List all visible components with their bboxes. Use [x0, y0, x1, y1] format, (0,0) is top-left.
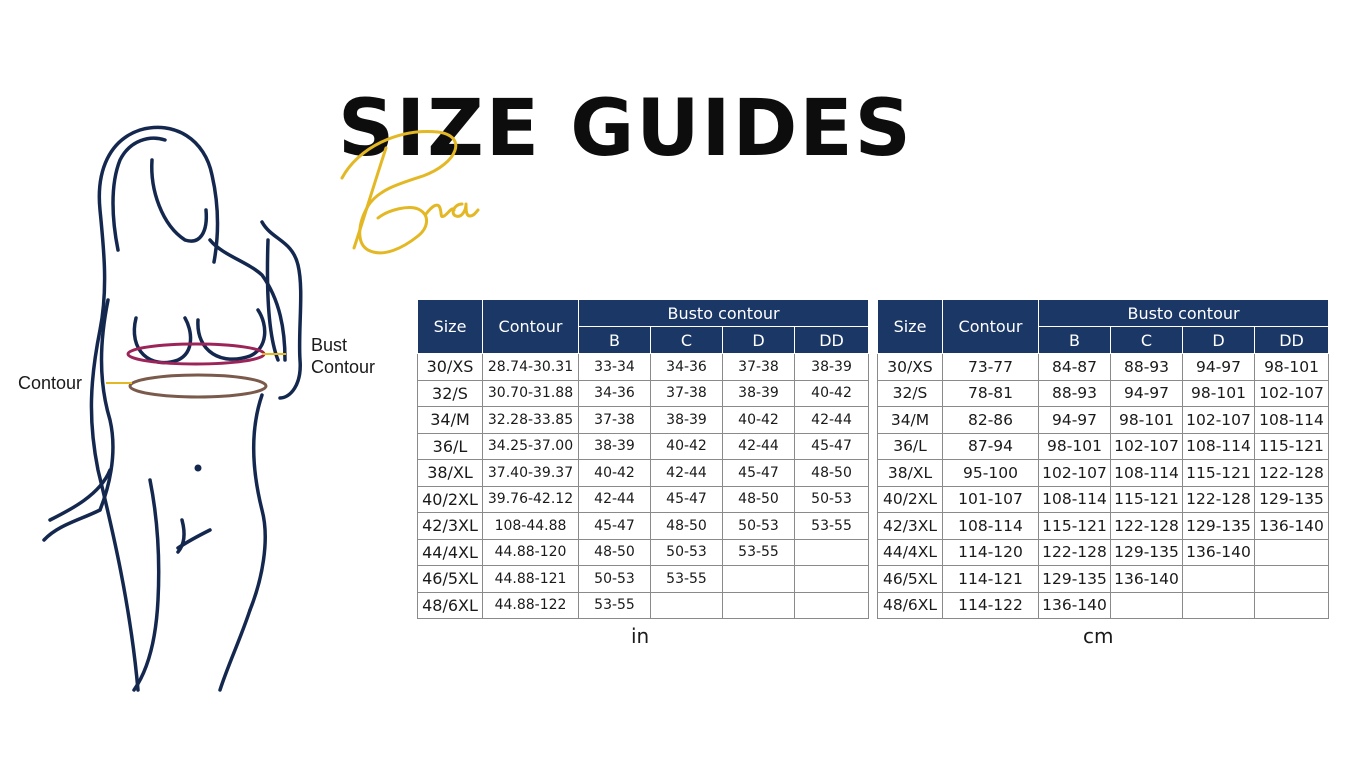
- contour-cell: 114-120: [943, 539, 1039, 566]
- table-row: [878, 354, 1329, 381]
- contour-cell: 108-44.88: [483, 513, 579, 540]
- header-cup-b: B: [1039, 327, 1111, 354]
- cup-cell: 45-47: [579, 513, 651, 540]
- cup-cell: 38-39: [579, 433, 651, 460]
- cup-cell: 38-39: [795, 354, 869, 381]
- table-row: [418, 539, 869, 566]
- cup-cell: 129-135: [1039, 566, 1111, 593]
- cup-cell: 94-97: [1039, 407, 1111, 434]
- page-title: SIZE GUIDES: [338, 84, 913, 174]
- header-cup-d: D: [1183, 327, 1255, 354]
- header-cup-d: D: [723, 327, 795, 354]
- cup-cell: 40-42: [651, 433, 723, 460]
- size-table-inches: [417, 299, 869, 619]
- table-row: [878, 592, 1329, 619]
- table-row: [878, 407, 1329, 434]
- cup-cell: 108-114: [1183, 433, 1255, 460]
- cup-cell: [1255, 566, 1329, 593]
- table-row: [418, 407, 869, 434]
- size-cell: 48/6XL: [878, 592, 943, 619]
- contour-cell: 30.70-31.88: [483, 380, 579, 407]
- table-row: [418, 433, 869, 460]
- table-row: [418, 486, 869, 513]
- header-busto-contour: Busto contour: [579, 300, 869, 327]
- unit-label-inches: in: [631, 624, 650, 648]
- cup-cell: 115-121: [1039, 513, 1111, 540]
- cup-cell: 129-135: [1183, 513, 1255, 540]
- cup-cell: 42-44: [723, 433, 795, 460]
- size-cell: 36/L: [418, 433, 483, 460]
- contour-cell: 44.88-120: [483, 539, 579, 566]
- cup-cell: [1183, 592, 1255, 619]
- contour-cell: 82-86: [943, 407, 1039, 434]
- cup-cell: 102-107: [1183, 407, 1255, 434]
- contour-cell: 114-121: [943, 566, 1039, 593]
- table-row: [878, 380, 1329, 407]
- cup-cell: 53-55: [579, 592, 651, 619]
- cup-cell: 88-93: [1039, 380, 1111, 407]
- cup-cell: 48-50: [795, 460, 869, 487]
- cup-cell: 102-107: [1255, 380, 1329, 407]
- cup-cell: [723, 592, 795, 619]
- size-cell: 34/M: [418, 407, 483, 434]
- contour-cell: 87-94: [943, 433, 1039, 460]
- cup-cell: 115-121: [1255, 433, 1329, 460]
- table-body-inches: [418, 354, 869, 619]
- cup-cell: 48-50: [579, 539, 651, 566]
- size-cell: 46/5XL: [878, 566, 943, 593]
- cup-cell: 38-39: [651, 407, 723, 434]
- contour-cell: 37.40-39.37: [483, 460, 579, 487]
- cup-cell: 42-44: [651, 460, 723, 487]
- contour-cell: 44.88-122: [483, 592, 579, 619]
- size-cell: 32/S: [878, 380, 943, 407]
- cup-cell: 129-135: [1255, 486, 1329, 513]
- cup-cell: 136-140: [1183, 539, 1255, 566]
- size-cell: 42/3XL: [418, 513, 483, 540]
- unit-label-cm: cm: [1083, 624, 1114, 648]
- contour-cell: 73-77: [943, 354, 1039, 381]
- contour-cell: 101-107: [943, 486, 1039, 513]
- cup-cell: 42-44: [579, 486, 651, 513]
- cup-cell: 45-47: [795, 433, 869, 460]
- size-cell: 48/6XL: [418, 592, 483, 619]
- cup-cell: [1255, 592, 1329, 619]
- header-cup-b: B: [579, 327, 651, 354]
- cup-cell: 34-36: [651, 354, 723, 381]
- size-cell: 42/3XL: [878, 513, 943, 540]
- size-cell: 30/XS: [878, 354, 943, 381]
- cup-cell: 50-53: [795, 486, 869, 513]
- size-cell: 34/M: [878, 407, 943, 434]
- size-cell: 38/XL: [418, 460, 483, 487]
- cup-cell: 88-93: [1111, 354, 1183, 381]
- cup-cell: [795, 592, 869, 619]
- cup-cell: 108-114: [1039, 486, 1111, 513]
- contour-cell: 39.76-42.12: [483, 486, 579, 513]
- cup-cell: 136-140: [1111, 566, 1183, 593]
- header-contour: Contour: [943, 300, 1039, 354]
- size-cell: 36/L: [878, 433, 943, 460]
- cup-cell: 102-107: [1039, 460, 1111, 487]
- size-cell: 40/2XL: [878, 486, 943, 513]
- cup-cell: 48-50: [651, 513, 723, 540]
- cup-cell: 115-121: [1183, 460, 1255, 487]
- cup-cell: 37-38: [579, 407, 651, 434]
- header-contour: Contour: [483, 300, 579, 354]
- cup-cell: 94-97: [1111, 380, 1183, 407]
- cup-cell: 122-128: [1183, 486, 1255, 513]
- cup-cell: 136-140: [1255, 513, 1329, 540]
- table-row: [418, 354, 869, 381]
- header-size: Size: [878, 300, 943, 354]
- table-row: [878, 566, 1329, 593]
- cup-cell: [723, 566, 795, 593]
- cup-cell: 50-53: [579, 566, 651, 593]
- cup-cell: 34-36: [579, 380, 651, 407]
- cup-cell: 122-128: [1255, 460, 1329, 487]
- cup-cell: 50-53: [723, 513, 795, 540]
- cup-cell: 53-55: [723, 539, 795, 566]
- cup-cell: 102-107: [1111, 433, 1183, 460]
- cup-cell: 53-55: [651, 566, 723, 593]
- cup-cell: [795, 539, 869, 566]
- table-row: [878, 539, 1329, 566]
- cup-cell: 38-39: [723, 380, 795, 407]
- bust-contour-label: [311, 334, 375, 378]
- cup-cell: 37-38: [651, 380, 723, 407]
- table-row: [418, 592, 869, 619]
- cup-cell: 33-34: [579, 354, 651, 381]
- contour-cell: 44.88-121: [483, 566, 579, 593]
- table-row: [418, 513, 869, 540]
- contour-cell: 108-114: [943, 513, 1039, 540]
- contour-band: [130, 375, 266, 397]
- table-row: [418, 566, 869, 593]
- cup-cell: 45-47: [723, 460, 795, 487]
- contour-cell: 28.74-30.31: [483, 354, 579, 381]
- cup-cell: 48-50: [723, 486, 795, 513]
- cup-cell: [1111, 592, 1183, 619]
- bust-label-line1: Bust: [311, 335, 348, 355]
- cup-cell: 42-44: [795, 407, 869, 434]
- contour-label: Contour: [18, 373, 83, 393]
- header-busto-contour: Busto contour: [1039, 300, 1329, 327]
- contour-cell: 32.28-33.85: [483, 407, 579, 434]
- cup-cell: 122-128: [1111, 513, 1183, 540]
- header-cup-dd: DD: [795, 327, 869, 354]
- table-row: [878, 433, 1329, 460]
- cup-cell: 40-42: [579, 460, 651, 487]
- table-body-cm: [878, 354, 1329, 619]
- contour-cell: 114-122: [943, 592, 1039, 619]
- cup-cell: 53-55: [795, 513, 869, 540]
- size-cell: 46/5XL: [418, 566, 483, 593]
- cup-cell: 136-140: [1039, 592, 1111, 619]
- cup-cell: 129-135: [1111, 539, 1183, 566]
- contour-cell: 95-100: [943, 460, 1039, 487]
- cup-cell: 98-101: [1111, 407, 1183, 434]
- cup-cell: 94-97: [1183, 354, 1255, 381]
- size-cell: 44/4XL: [418, 539, 483, 566]
- cup-cell: [795, 566, 869, 593]
- cup-cell: 115-121: [1111, 486, 1183, 513]
- size-table-cm: [877, 299, 1329, 619]
- contour-cell: 78-81: [943, 380, 1039, 407]
- size-cell: 40/2XL: [418, 486, 483, 513]
- size-cell: 32/S: [418, 380, 483, 407]
- size-cell: 30/XS: [418, 354, 483, 381]
- cup-cell: 45-47: [651, 486, 723, 513]
- cup-cell: 108-114: [1255, 407, 1329, 434]
- cup-cell: 40-42: [795, 380, 869, 407]
- table-row: [878, 486, 1329, 513]
- header-cup-c: C: [651, 327, 723, 354]
- table-row: [418, 380, 869, 407]
- cup-cell: [1183, 566, 1255, 593]
- bra-script-logo: [328, 118, 488, 268]
- cup-cell: 50-53: [651, 539, 723, 566]
- cup-cell: 122-128: [1039, 539, 1111, 566]
- header-size: Size: [418, 300, 483, 354]
- size-cell: 38/XL: [878, 460, 943, 487]
- bust-label-line2: Contour: [311, 357, 376, 377]
- cup-cell: 98-101: [1183, 380, 1255, 407]
- bust-band: [128, 344, 264, 364]
- cup-cell: [1255, 539, 1329, 566]
- header-cup-c: C: [1111, 327, 1183, 354]
- cup-cell: [651, 592, 723, 619]
- cup-cell: 84-87: [1039, 354, 1111, 381]
- cup-cell: 37-38: [723, 354, 795, 381]
- cup-cell: 98-101: [1255, 354, 1329, 381]
- cup-cell: 108-114: [1111, 460, 1183, 487]
- table-row: [878, 513, 1329, 540]
- contour-cell: 34.25-37.00: [483, 433, 579, 460]
- cup-cell: 98-101: [1039, 433, 1111, 460]
- cup-cell: 40-42: [723, 407, 795, 434]
- table-row: [418, 460, 869, 487]
- header-cup-dd: DD: [1255, 327, 1329, 354]
- table-row: [878, 460, 1329, 487]
- size-cell: 44/4XL: [878, 539, 943, 566]
